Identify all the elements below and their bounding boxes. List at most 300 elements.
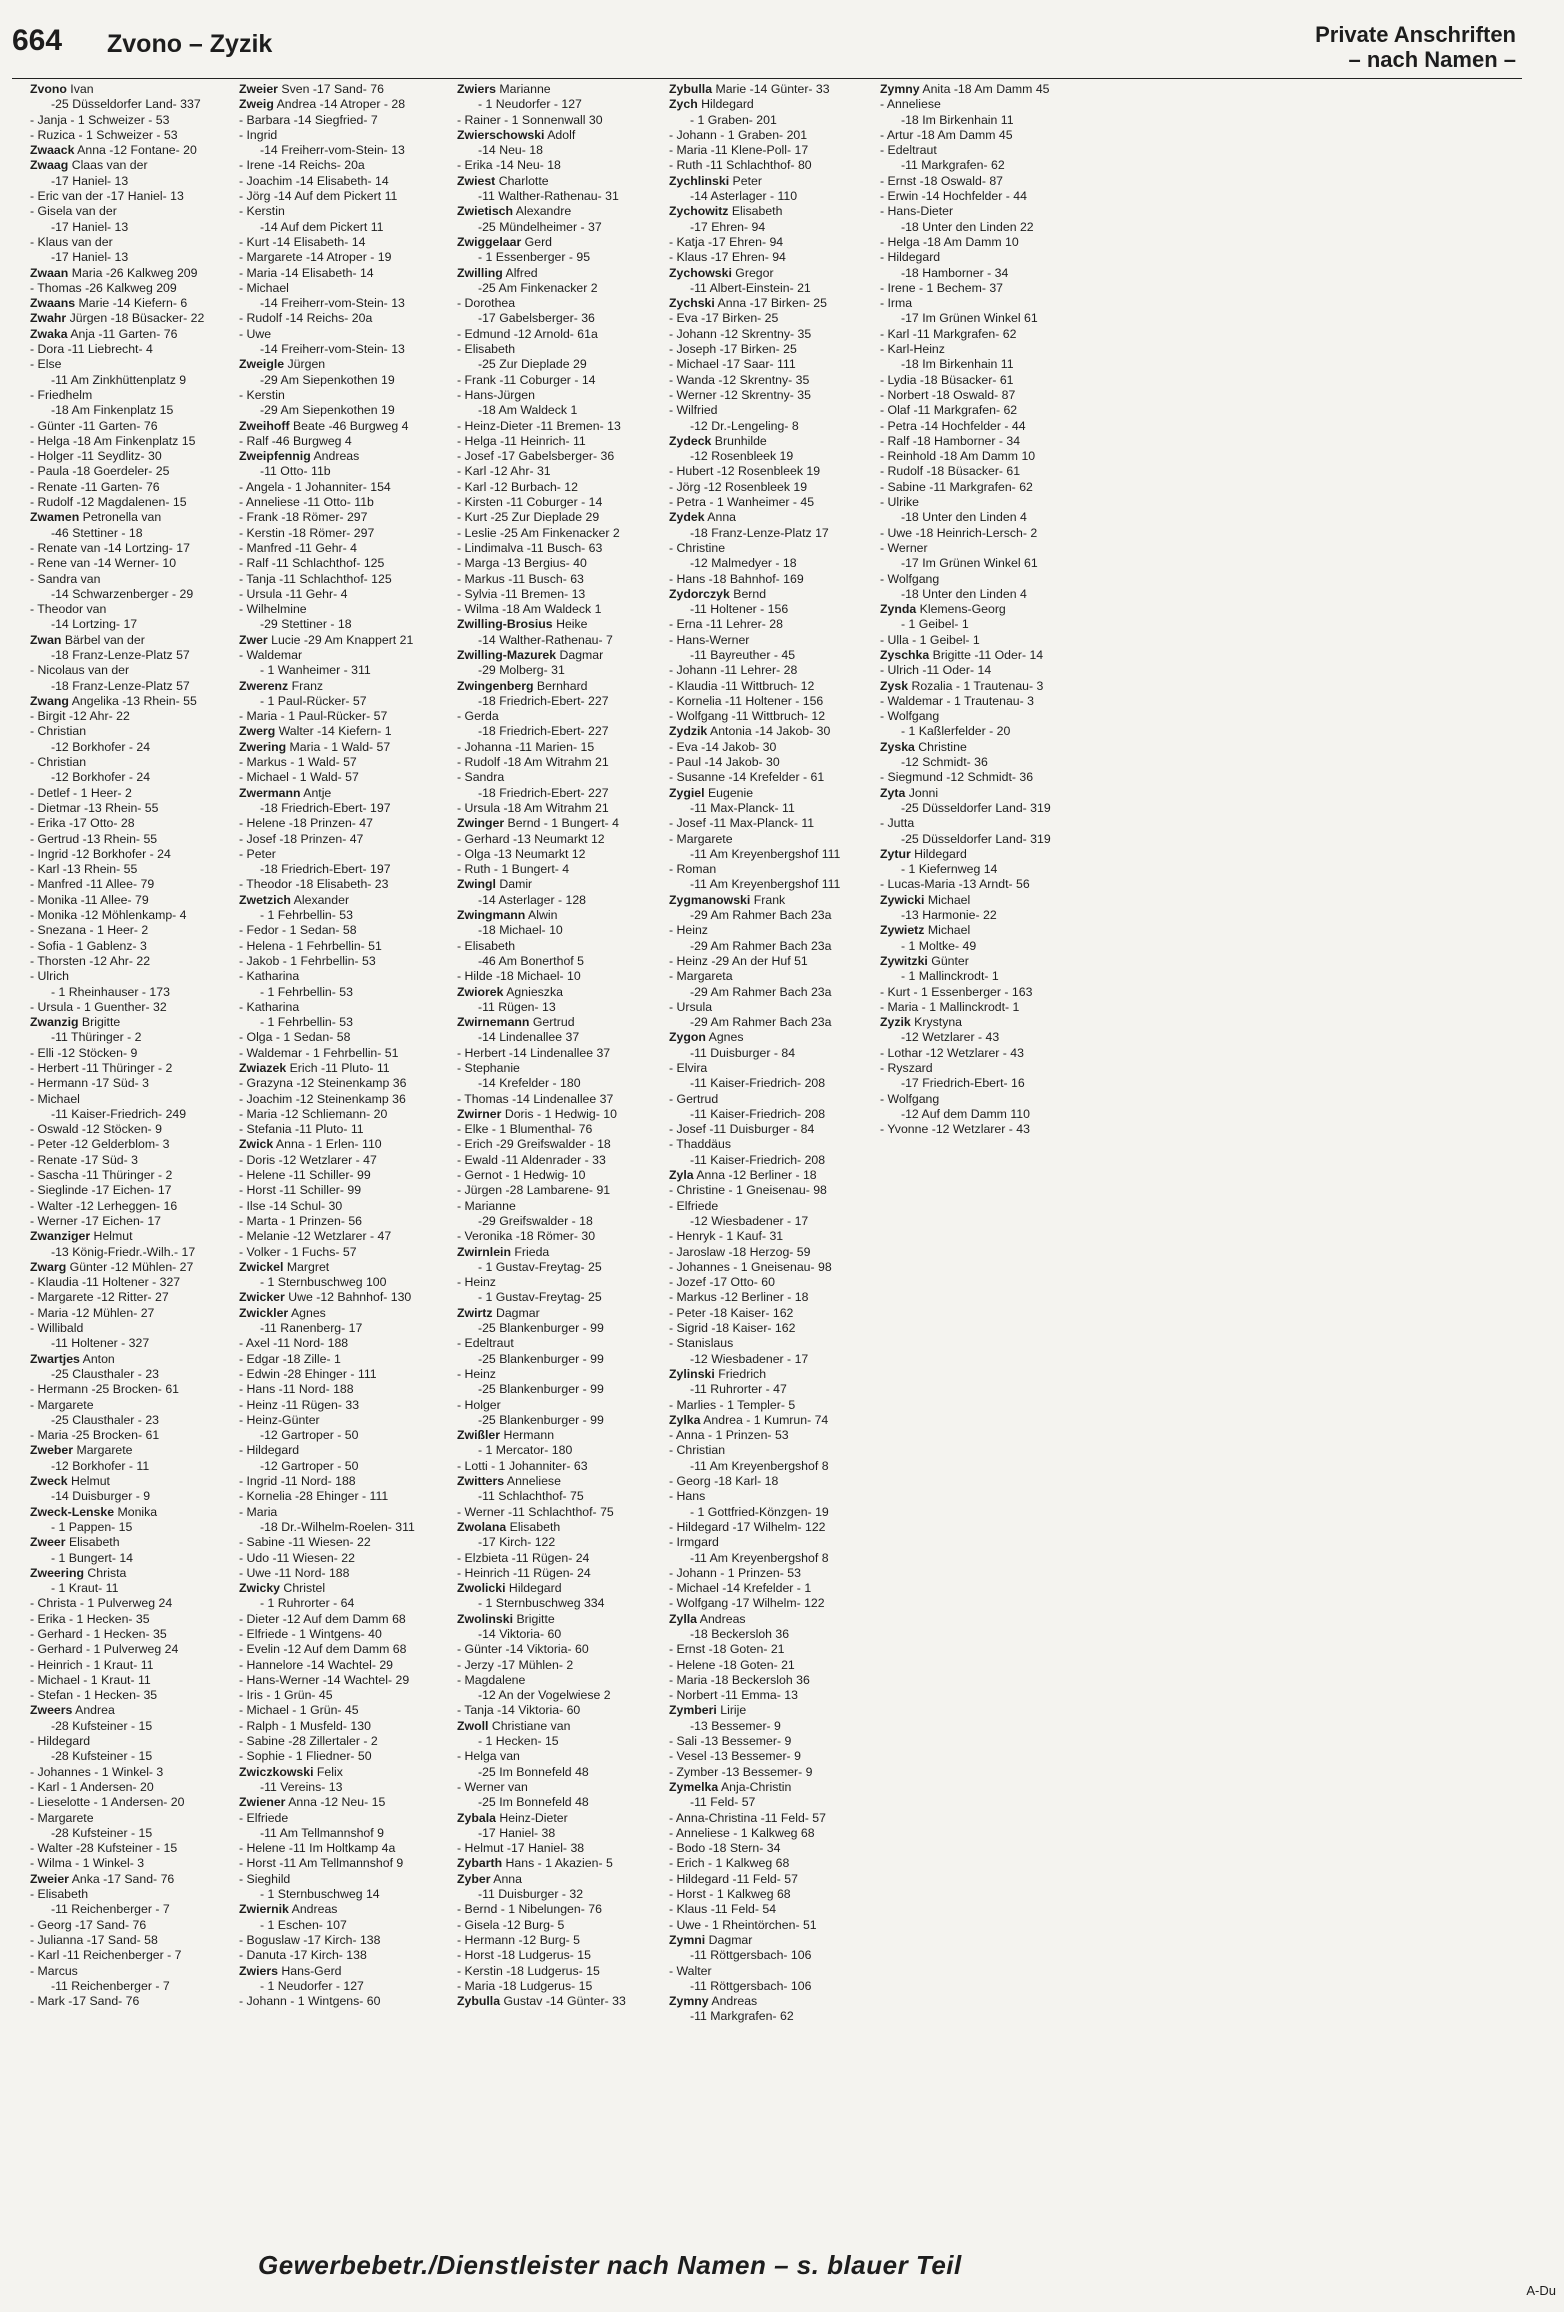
surname: Zwilling-Mazurek — [457, 647, 557, 662]
directory-entry — [880, 174, 1080, 189]
directory-entry — [669, 1229, 869, 1244]
entry-text: - Markus -11 Busch- 63 — [457, 571, 584, 586]
entry-text: - Theodor van — [30, 602, 107, 617]
directory-entry — [669, 174, 869, 189]
directory-entry — [669, 740, 869, 755]
entry-text: Anna -12 Berliner - 18 — [693, 1168, 817, 1183]
entry-text: - Helene -18 Goten- 21 — [669, 1657, 795, 1672]
address-line: -29 Am Siepenkothen 19 — [260, 403, 395, 418]
entry-text: Dagmar — [705, 1932, 753, 1947]
entry-text: Dagmar — [556, 647, 604, 662]
surname: Zymny — [880, 82, 920, 96]
directory-entry — [239, 1566, 439, 1581]
entry-text: - Jerzy -17 Mühlen- 2 — [457, 1657, 574, 1672]
surname: Zwirner — [457, 1106, 502, 1121]
directory-entry — [669, 526, 869, 541]
address-line: -25 Clausthaler - 23 — [51, 1412, 159, 1427]
directory-entry — [669, 281, 869, 296]
directory-entry — [239, 1520, 439, 1535]
address-line: - 1 Rheinhauser - 173 — [51, 984, 170, 999]
directory-entry — [457, 1275, 657, 1290]
directory-entry — [669, 801, 869, 816]
address-line: - 1 Gustav-Freytag- 25 — [478, 1290, 602, 1305]
entry-text: - Dieter -12 Auf dem Damm 68 — [239, 1611, 406, 1626]
directory-entry — [30, 923, 230, 938]
entry-text: - Kerstin — [239, 387, 285, 402]
directory-entry — [669, 969, 869, 984]
directory-entry — [457, 113, 657, 128]
entry-text: - Janja - 1 Schweizer - 53 — [30, 112, 170, 127]
entry-text: - Margareta — [669, 969, 733, 984]
directory-entry — [457, 311, 657, 326]
directory-entry — [30, 204, 230, 219]
surname: Zwilling-Brosius — [457, 617, 553, 632]
directory-entry — [239, 1245, 439, 1260]
directory-entry — [457, 801, 657, 816]
directory-entry — [457, 1535, 657, 1550]
address-line: - 1 Eschen- 107 — [260, 1917, 347, 1932]
directory-entry — [30, 1352, 230, 1367]
address-line: -11 Feld- 57 — [690, 1795, 756, 1810]
directory-entry — [880, 113, 1080, 128]
directory-entry — [457, 1749, 657, 1764]
directory-entry — [457, 1673, 657, 1688]
directory-entry — [669, 877, 869, 892]
directory-entry — [239, 143, 439, 158]
directory-entry — [457, 464, 657, 479]
entry-text: - Herbert -11 Thüringer - 2 — [30, 1061, 173, 1075]
surname: Zybala — [457, 1810, 496, 1825]
directory-entry — [669, 220, 869, 235]
directory-entry — [30, 526, 230, 541]
directory-entry — [30, 1964, 230, 1979]
directory-entry — [457, 679, 657, 694]
surname: Zweigle — [239, 357, 285, 372]
entry-text: - Jutta — [880, 816, 915, 831]
entry-text: - Irene -14 Reichs- 20a — [239, 158, 365, 173]
entry-text: Lirije — [716, 1703, 747, 1718]
entry-text: - Karl -13 Rhein- 55 — [30, 862, 138, 877]
surname: Zwinger — [457, 816, 505, 831]
entry-text: Margarete — [73, 1443, 133, 1458]
surname: Zwingenberg — [457, 678, 534, 693]
directory-entry — [239, 526, 439, 541]
surname: Zwicky — [239, 1581, 281, 1596]
directory-entry — [239, 832, 439, 847]
entry-text: - Vesel -13 Bessemer- 9 — [669, 1749, 801, 1764]
directory-entry — [239, 1061, 439, 1076]
entry-text: - Margarete — [30, 1397, 94, 1412]
directory-entry — [457, 1581, 657, 1596]
entry-text: Helmut — [67, 1474, 110, 1489]
address-line: - 1 Kiefernweg 14 — [901, 862, 998, 877]
directory-entry — [239, 327, 439, 342]
entry-text: - Waldemar - 1 Fehrbellin- 51 — [239, 1045, 399, 1060]
directory-entry — [457, 1826, 657, 1841]
directory-entry — [457, 1688, 657, 1703]
address-line: -11 Ruhrorter - 47 — [690, 1382, 787, 1397]
entry-text: - Michael — [239, 280, 289, 295]
entry-text: - Gisela van der — [30, 204, 117, 219]
entry-text: - Friedhelm — [30, 387, 93, 402]
directory-entry — [669, 1474, 869, 1489]
directory-entry — [30, 1474, 230, 1489]
address-line: -13 Bessemer- 9 — [690, 1718, 781, 1733]
address-line: -25 Im Bonnefeld 48 — [478, 1764, 589, 1779]
directory-entry — [880, 526, 1080, 541]
entry-text: - Josef -11 Max-Planck- 11 — [669, 816, 815, 831]
entry-text: - Helene -11 Schiller- 99 — [239, 1168, 371, 1183]
directory-entry — [30, 419, 230, 434]
entry-text: - Lieselotte - 1 Andersen- 20 — [30, 1795, 185, 1810]
address-line: -18 Unter den Linden 4 — [901, 586, 1027, 601]
directory-entry — [880, 388, 1080, 403]
directory-entry — [239, 893, 439, 908]
entry-text: - Edeltraut — [880, 143, 937, 158]
directory-entry — [239, 1290, 439, 1305]
directory-entry — [239, 296, 439, 311]
entry-text: - Hans — [669, 1489, 706, 1504]
entry-text: Heinz-Dieter — [495, 1810, 568, 1825]
directory-entry — [457, 1352, 657, 1367]
entry-text: - Michael -17 Saar- 111 — [669, 357, 796, 372]
entry-text: - Rainer - 1 Sonnenwall 30 — [457, 112, 603, 127]
surname: Zwingmann — [457, 908, 526, 923]
directory-entry — [30, 1551, 230, 1566]
address-line: -29 Am Rahmer Bach 23a — [690, 938, 832, 953]
directory-entry — [239, 1902, 439, 1917]
entry-text: - Magdalene — [457, 1672, 526, 1687]
directory-entry — [30, 1092, 230, 1107]
directory-entry — [669, 1856, 869, 1871]
entry-text: - Christa - 1 Pulverweg 24 — [30, 1596, 173, 1611]
entry-text: - Margarete — [30, 1810, 94, 1825]
entry-text: - Dora -11 Liebrecht- 4 — [30, 342, 153, 357]
directory-entry — [30, 1443, 230, 1458]
directory-entry — [457, 1443, 657, 1458]
directory-entry — [669, 1046, 869, 1061]
directory-columns — [30, 82, 1090, 2248]
directory-entry — [669, 602, 869, 617]
directory-entry — [30, 1826, 230, 1841]
entry-text: - Heinz — [457, 1366, 496, 1381]
directory-entry — [880, 587, 1080, 602]
directory-entry — [239, 1459, 439, 1474]
directory-entry — [880, 663, 1080, 678]
directory-entry — [239, 1306, 439, 1321]
entry-text: Monika — [114, 1504, 158, 1519]
entry-text: - Christine — [669, 540, 726, 555]
entry-text: - Lotti - 1 Johanniter- 63 — [457, 1458, 588, 1473]
surname: Zweig — [239, 97, 274, 112]
directory-entry — [457, 449, 657, 464]
directory-entry — [880, 939, 1080, 954]
surname: Zwanzig — [30, 1015, 79, 1030]
entry-text: - Johanna -11 Marien- 15 — [457, 739, 595, 754]
entry-text: - Walter — [669, 1963, 712, 1978]
directory-entry — [239, 969, 439, 984]
entry-text: - Lucas-Maria -13 Arndt- 56 — [880, 877, 1030, 892]
address-line: -12 Borkhofer - 24 — [51, 739, 151, 754]
address-line: - 1 Kraut- 11 — [51, 1581, 119, 1596]
surname: Zwoll — [457, 1718, 489, 1733]
directory-entry — [30, 1183, 230, 1198]
directory-entry — [239, 1734, 439, 1749]
directory-entry — [239, 128, 439, 143]
entry-text: - Ruth -11 Schlachthof- 80 — [669, 158, 812, 173]
directory-entry — [457, 602, 657, 617]
entry-text: - Ralph - 1 Musfeld- 130 — [239, 1718, 371, 1733]
directory-entry — [457, 816, 657, 831]
entry-text: - Elisabeth — [457, 342, 516, 357]
entry-text: - Johann -12 Skrentny- 35 — [669, 326, 812, 341]
address-line: -11 Am Kreyenbergshof 111 — [690, 877, 841, 892]
directory-entry — [669, 403, 869, 418]
directory-entry — [30, 1596, 230, 1611]
directory-entry — [880, 266, 1080, 281]
address-line: -17 Haniel- 13 — [51, 219, 129, 234]
directory-entry — [457, 1046, 657, 1061]
directory-entry — [669, 434, 869, 449]
directory-entry — [457, 1596, 657, 1611]
surname: Zwolicki — [457, 1581, 506, 1596]
entry-text: - Sabine -28 Zillertaler - 2 — [239, 1734, 378, 1749]
address-line: -18 Friedrich-Ebert- 197 — [260, 800, 391, 815]
entry-text: - Sandra van — [30, 571, 101, 586]
entry-text: - Wanda -12 Skrentny- 35 — [669, 372, 810, 387]
directory-entry — [669, 541, 869, 556]
directory-entry — [30, 816, 230, 831]
entry-text: Andreas — [708, 1994, 758, 2009]
directory-entry — [30, 189, 230, 204]
directory-entry — [669, 862, 869, 877]
directory-entry — [30, 908, 230, 923]
directory-entry — [30, 1122, 230, 1137]
entry-text: - Kerstin -18 Ludgerus- 15 — [457, 1963, 600, 1978]
entry-text: - Maria - 1 Mallinckrodt- 1 — [880, 999, 1020, 1014]
directory-entry — [880, 572, 1080, 587]
entry-text: - Hildegard -11 Feld- 57 — [669, 1871, 798, 1886]
surname: Zwang — [30, 693, 69, 708]
entry-text: Anja -11 Garten- 76 — [67, 326, 178, 341]
entry-text: - Uwe -18 Heinrich-Lersch- 2 — [880, 525, 1038, 540]
directory-entry — [457, 1290, 657, 1305]
directory-entry — [457, 510, 657, 525]
entry-text: - Wolfgang -17 Wilhelm- 122 — [669, 1596, 825, 1611]
directory-entry — [669, 357, 869, 372]
address-line: - 1 Ruhrorter - 64 — [260, 1596, 355, 1611]
address-line: -11 Holtener - 327 — [51, 1336, 150, 1351]
directory-entry — [457, 1887, 657, 1902]
address-line: - 1 Essenberger - 95 — [478, 250, 591, 265]
entry-text: - Klaus -17 Ehren- 94 — [669, 250, 786, 265]
entry-text: - Waldemar - 1 Trautenau- 3 — [880, 693, 1034, 708]
directory-entry — [880, 740, 1080, 755]
entry-text: - Hans-Werner — [669, 632, 750, 647]
header-rule — [12, 78, 1522, 79]
directory-column-4 — [669, 82, 869, 2025]
entry-text: - Siegmund -12 Schmidt- 36 — [880, 770, 1034, 785]
directory-entry — [30, 1382, 230, 1397]
directory-entry — [880, 204, 1080, 219]
surname: Zyschka — [880, 647, 930, 662]
directory-entry — [30, 985, 230, 1000]
address-line: -17 Im Grünen Winkel 61 — [901, 311, 1038, 326]
entry-text: - Stefan - 1 Hecken- 35 — [30, 1688, 158, 1703]
directory-entry — [669, 1092, 869, 1107]
directory-entry — [669, 113, 869, 128]
directory-entry — [457, 1260, 657, 1275]
directory-entry — [239, 97, 439, 112]
directory-entry — [457, 235, 657, 250]
entry-text: - Wolfgang — [880, 571, 940, 586]
directory-entry — [457, 296, 657, 311]
entry-text: - Melanie -12 Wetzlarer - 47 — [239, 1229, 392, 1244]
entry-text: Bernhard — [533, 678, 588, 693]
directory-entry — [30, 1275, 230, 1290]
address-line: - 1 Bungert- 14 — [51, 1550, 134, 1565]
address-line: -14 Freiherr-vom-Stein- 13 — [260, 342, 405, 357]
directory-entry — [880, 877, 1080, 892]
directory-entry — [239, 1964, 439, 1979]
directory-entry — [669, 847, 869, 862]
directory-entry — [669, 1612, 869, 1627]
entry-text: - Sofia - 1 Gablenz- 3 — [30, 938, 147, 953]
directory-entry — [457, 1505, 657, 1520]
directory-entry — [457, 1658, 657, 1673]
surname: Zych — [669, 97, 698, 112]
directory-entry — [30, 1290, 230, 1305]
directory-entry — [669, 1979, 869, 1994]
directory-entry — [669, 556, 869, 571]
address-line: -18 Unter den Linden 22 — [901, 219, 1034, 234]
surname: Zymberi — [669, 1703, 717, 1718]
entry-text: - Mark -17 Sand- 76 — [30, 1994, 140, 2009]
address-line: -18 Beckersloh 36 — [690, 1626, 790, 1641]
entry-text: Marianne — [495, 82, 551, 96]
directory-entry — [669, 1658, 869, 1673]
directory-entry — [669, 342, 869, 357]
entry-text: Elisabeth — [506, 1519, 561, 1534]
entry-text: - Olga -13 Neumarkt 12 — [457, 846, 586, 861]
entry-text: Andrea - 1 Kumrun- 74 — [700, 1412, 829, 1427]
directory-entry — [30, 556, 230, 571]
directory-entry — [457, 1137, 657, 1152]
directory-entry — [30, 296, 230, 311]
directory-entry — [669, 786, 869, 801]
entry-text: - Christian — [669, 1443, 726, 1458]
entry-text: - Hannelore -14 Wachtel- 29 — [239, 1657, 394, 1672]
entry-text: - Gerhard - 1 Pulverweg 24 — [30, 1642, 179, 1657]
entry-text: - Barbara -14 Siegfried- 7 — [239, 112, 378, 127]
surname: Zweier — [239, 82, 278, 96]
address-line: - 1 Fehrbellin- 53 — [260, 908, 353, 923]
directory-entry — [239, 1795, 439, 1810]
address-line: -14 Lindenallee 37 — [478, 1030, 580, 1045]
surname: Zwirtz — [457, 1305, 493, 1320]
directory-entry — [669, 1428, 869, 1443]
directory-entry — [669, 1765, 869, 1780]
directory-entry — [30, 1887, 230, 1902]
entry-text: - Tanja -11 Schlachthof- 125 — [239, 571, 392, 586]
directory-entry — [239, 724, 439, 739]
directory-entry — [30, 1015, 230, 1030]
directory-entry — [457, 755, 657, 770]
directory-entry — [880, 969, 1080, 984]
entry-text: - Ruth - 1 Bungert- 4 — [457, 862, 570, 877]
entry-text: Beate -46 Burgweg 4 — [289, 418, 409, 433]
address-line: -14 Krefelder - 180 — [478, 1076, 581, 1091]
entry-text: - Boguslaw -17 Kirch- 138 — [239, 1932, 381, 1947]
entry-text: - Michael -14 Krefelder - 1 — [669, 1581, 812, 1596]
entry-text: Anton — [79, 1351, 115, 1366]
directory-entry — [880, 602, 1080, 617]
entry-text: - Elfriede — [239, 1810, 289, 1825]
entry-text: - Wolfgang — [880, 709, 940, 724]
entry-text: Agnes — [705, 1030, 744, 1045]
directory-entry — [669, 1902, 869, 1917]
address-line: -18 Friedrich-Ebert- 227 — [478, 785, 609, 800]
directory-entry — [30, 128, 230, 143]
entry-text: - Maria -12 Mühlen- 27 — [30, 1305, 155, 1320]
entry-text: - Johann -11 Lehrer- 28 — [669, 663, 798, 678]
directory-entry — [30, 82, 230, 97]
directory-entry — [457, 908, 657, 923]
entry-text: - Holger — [457, 1397, 501, 1412]
directory-entry — [669, 1811, 869, 1826]
entry-text: Helmut — [90, 1229, 133, 1244]
directory-entry — [457, 1321, 657, 1336]
directory-entry — [239, 1153, 439, 1168]
directory-entry — [669, 1749, 869, 1764]
entry-text: - Ingrid -12 Borkhofer - 24 — [30, 846, 171, 861]
address-line: -11 Kaiser-Friedrich- 208 — [690, 1152, 826, 1167]
directory-entry — [457, 1964, 657, 1979]
entry-text: - Werner -11 Schlachthof- 75 — [457, 1504, 614, 1519]
directory-entry — [669, 189, 869, 204]
entry-text: Brigitte — [78, 1015, 121, 1030]
entry-text: - Julianna -17 Sand- 58 — [30, 1932, 158, 1947]
entry-text: - Anneliese — [880, 97, 941, 112]
directory-entry — [880, 434, 1080, 449]
entry-text: Maria - 1 Wald- 57 — [286, 739, 391, 754]
directory-entry — [880, 541, 1080, 556]
address-line: -11 Holtener - 156 — [690, 602, 789, 617]
directory-entry — [457, 174, 657, 189]
directory-entry — [669, 1551, 869, 1566]
directory-entry — [457, 1979, 657, 1994]
directory-entry — [457, 1811, 657, 1826]
directory-entry — [457, 1994, 657, 2009]
directory-entry — [669, 419, 869, 434]
address-line: -14 Asterlager - 128 — [478, 892, 586, 907]
entry-text: - Marianne — [457, 1198, 516, 1213]
surname: Zwitters — [457, 1474, 505, 1489]
directory-entry — [457, 1382, 657, 1397]
directory-entry — [30, 113, 230, 128]
directory-entry — [669, 311, 869, 326]
directory-entry — [239, 1581, 439, 1596]
directory-entry — [457, 434, 657, 449]
directory-entry — [880, 985, 1080, 1000]
entry-text: - Eva -14 Jakob- 30 — [669, 739, 777, 754]
entry-text: - Klaudia -11 Holtener - 327 — [30, 1275, 181, 1290]
entry-text: - Johannes - 1 Winkel- 3 — [30, 1764, 164, 1779]
directory-entry — [30, 832, 230, 847]
address-line: -14 Freiherr-vom-Stein- 13 — [260, 296, 405, 311]
surname: Zyska — [880, 739, 915, 754]
entry-text: - Ralf -11 Schlachthof- 125 — [239, 556, 385, 571]
